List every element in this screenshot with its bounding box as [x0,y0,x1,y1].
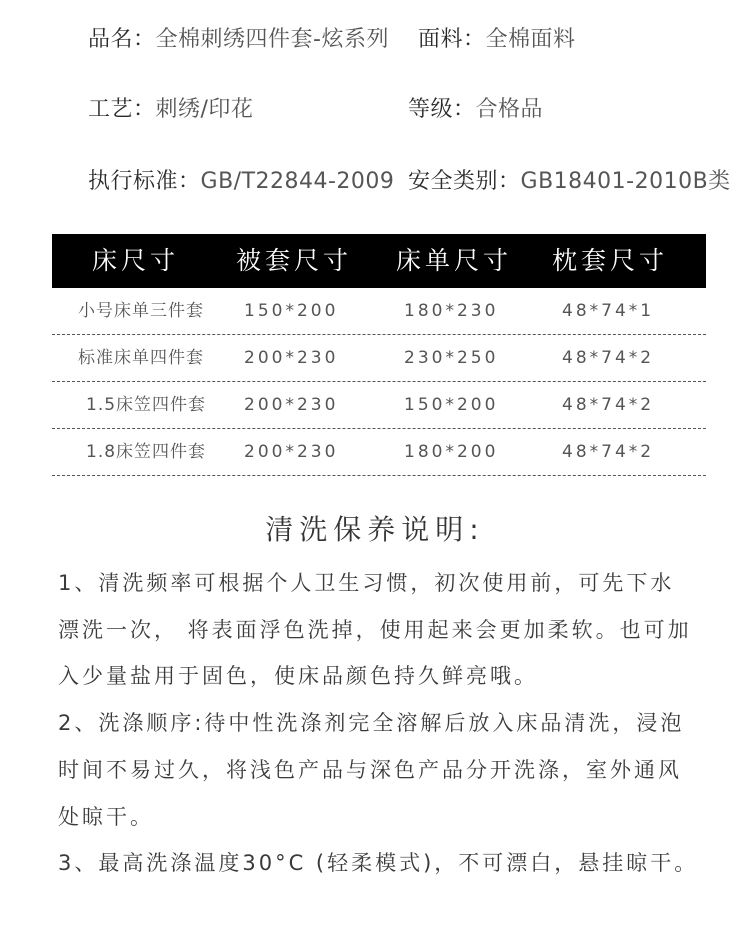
table-row [52,382,706,429]
cell-pillowcase: 48*74*2 [562,395,655,415]
cell-sheet: 180*230 [404,301,499,321]
header-pillowcase-size: 枕套尺寸 [552,246,669,275]
spec-value: 刺绣/印花 [155,97,254,122]
care-line: 入少量盐用于固色，使床品颜色持久鲜亮哦。 [58,664,538,688]
care-line: 1、清洗频率可根据个人卫生习惯，初次使用前，可先下水 [58,571,675,595]
spec-row-3 [0,164,750,204]
cell-duvet: 200*230 [244,395,339,415]
cell-sheet: 180*200 [404,442,499,462]
care-line: 处晾干。 [58,805,154,829]
table-row [52,335,706,382]
spec-label: 品名： [88,27,156,52]
spec-grade [408,92,543,123]
cell-pillowcase: 48*74*2 [562,442,655,462]
cell-set-name: 小号床单三件套 [78,301,204,321]
spec-value: 全棉面料 [485,27,576,52]
spec-product-name [88,22,389,53]
spec-value: 合格品 [475,97,544,122]
table-row [52,429,706,476]
table-row [52,288,706,335]
spec-row-1 [0,22,750,62]
cell-set-name: 标准床单四件套 [78,348,204,368]
care-line: 时间不易过久，将浅色产品与深色产品分开洗涤，室外通风 [58,758,682,782]
cell-sheet: 150*200 [404,395,499,415]
header-bed-size: 床尺寸 [92,246,180,275]
spec-value: 全棉刺绣四件套-炫系列 [155,27,389,52]
cell-pillowcase: 48*74*1 [562,301,655,321]
cell-pillowcase: 48*74*2 [562,348,655,368]
spec-label: 工艺： [88,97,156,122]
spec-safety [408,164,731,195]
care-line: 漂洗一次， 将表面浮色洗掉，使用起来会更加柔软。也可加 [58,618,692,642]
table-header [52,234,706,288]
spec-row-2 [0,92,750,132]
cell-duvet: 200*230 [244,442,339,462]
header-duvet-size: 被套尺寸 [236,246,353,275]
cell-set-name: 1.8床笠四件套 [86,442,207,462]
spec-label: 面料： [418,27,486,52]
spec-value: GB18401-2010B类 [520,169,731,194]
care-title: 清洗保养说明: [265,513,485,546]
size-table [52,234,706,476]
care-line: 3、最高洗涤温度30°C (轻柔模式)，不可漂白，悬挂晾干。 [58,851,699,875]
spec-label: 等级： [408,97,476,122]
spec-standard [88,164,394,195]
spec-fabric [418,22,576,53]
cell-sheet: 230*250 [404,348,499,368]
care-line: 2、洗涤顺序:待中性洗涤剂完全溶解后放入床品清洗，浸泡 [58,711,685,735]
cell-duvet: 200*230 [244,348,339,368]
spec-label: 执行标准： [88,169,201,194]
cell-duvet: 150*200 [244,301,339,321]
spec-craft [88,92,253,123]
cell-set-name: 1.5床笠四件套 [86,395,207,415]
header-sheet-size: 床单尺寸 [396,246,513,275]
spec-value: GB/T22844-2009 [200,169,395,194]
spec-label: 安全类别： [408,169,521,194]
